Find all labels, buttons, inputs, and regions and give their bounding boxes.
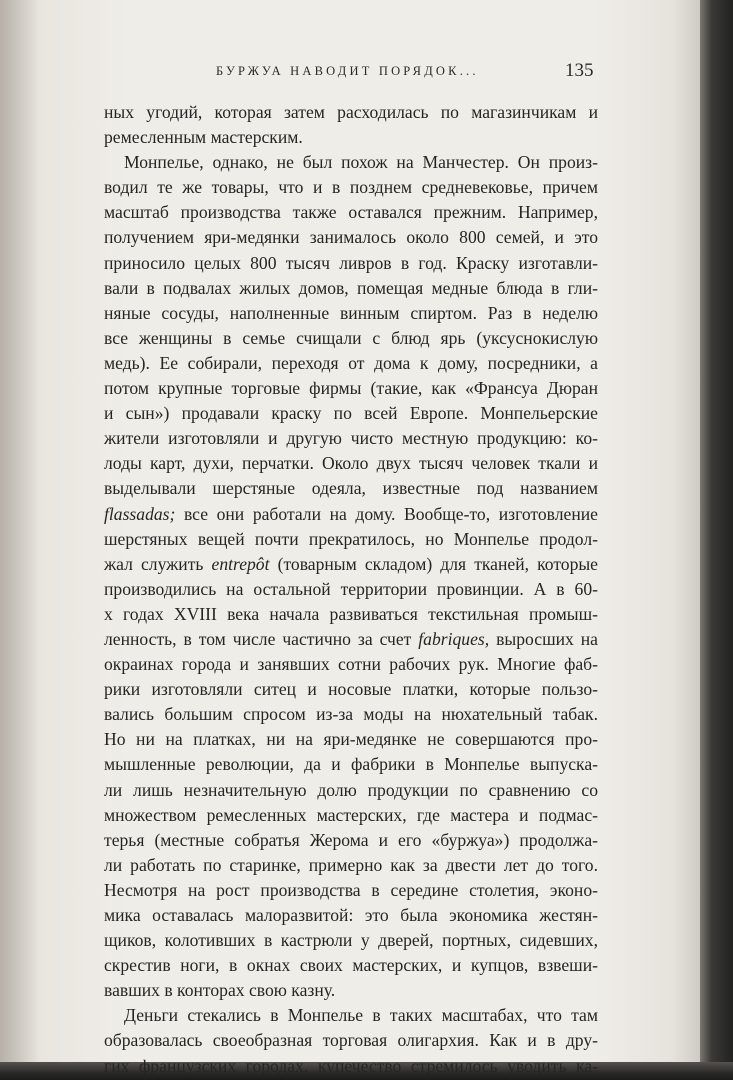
text-line: лоды карт, духи, перчатки. Около двух тысяч человек ткали и [104,453,598,474]
text-line: ли лишь незначительную долю продукции по сравнению со [104,779,598,800]
spine-shadow [0,0,40,1062]
page-number: 135 [565,60,594,81]
text-line: медь). Ее собирали, переходя от дома к дому, посредники, а [104,352,598,373]
text-line: производились на остальной территории провинции. А в 60- [104,578,598,599]
italic-term: entrepôt [211,553,270,574]
text-line: получением яри-медянки занималось около 800 семей, и это [104,227,598,248]
text-line: выделывали шерстяные одеяла, известные под названием [104,478,598,499]
text-line: вались большим спросом из-за моды на нюхательный табак. [104,704,598,725]
text-line: жители изготовляли и другую чисто местную продукцию: ко- [104,428,598,449]
text-line: все женщины в семье счищали с блюд ярь (уксуснокислую [104,327,598,348]
text-line: Несмотря на рост производства в середине столетия, эконо- [104,879,598,900]
text-line: Деньги стекались в Монпелье в таких масштабах, что там [124,1005,598,1026]
text-line-italic: жал служить entrepôt (товарным складом) для тканей, которые [104,553,598,574]
page-edge-right [700,0,733,1080]
text-line: гих французских городах, купечество стремилось уводить ка- [104,1055,598,1076]
text-line: х годах XVIII века начала развиваться текстильная промыш- [104,603,598,624]
text-line: вавших в конторах свою казну. [104,980,336,1001]
body-text [104,100,598,1079]
italic-term: fabriques, [418,628,490,649]
text-line: масштаб производства также оставался прежним. Например, [104,202,598,223]
text-line: Но ни на платках, ни на яри-медянке не совершаются про- [104,729,598,750]
running-head: БУРЖУА НАВОДИТ ПОРЯДОК... [216,64,479,78]
text-line: мышленные революции, да и фабрики в Монпелье выпуска- [104,754,598,775]
text-line: вали в подвалах жилых домов, помещая медные блюда в гли- [104,277,598,298]
text-line: терья (местные собратья Жерома и его «буржуа») продолжа- [104,829,598,850]
text-line: ных угодий, которая затем расходилась по магазинчикам и [104,102,598,122]
text-line: рики изготовляли ситец и носовые платки, которые пользо- [104,679,598,700]
italic-term: flassadas; [104,503,176,524]
text-line: ремесленным мастерским. [104,127,303,148]
text-line: и сын») продавали краску по всей Европе. Монпельерские [104,403,598,424]
text-line: образовалась своеобразная торговая олигархия. Как и в дру- [104,1030,598,1051]
text-line: мика оставалась малоразвитой: это была экономика жестян- [104,905,598,925]
text-line: шерстяных вещей почти прекратилось, но Монпелье продол- [104,528,598,549]
text-line: няные сосуды, наполненные винным спиртом. Раз в неделю [104,302,598,323]
text-line: скрестив ноги, в окнах своих мастерских, и купцов, взвеши- [104,955,598,976]
text-line: щиков, колотивших в кастрюли у дверей, портных, сидевших, [104,930,598,951]
text-line: множеством ремесленных мастерских, где мастера и подмас- [104,804,598,825]
text-line: приносило целых 800 тысяч ливров в год. Краску изготавли- [104,252,598,273]
text-line: потом крупные торговые фирмы (такие, как «Франсуа Дюран [104,378,598,399]
text-line-italic: flassadas; все они работали на дому. Вообще-то, изготовление [104,503,598,524]
text-line: окраинах города и занявших сотни рабочих рук. Многие фаб- [104,654,598,675]
text-line: водил те же товары, что и в позднем средневековье, причем [104,177,598,198]
text-line-italic: ленность, в том числе частично за счет fabriques, выросших на [104,628,598,649]
text-line: ли работать по старинке, примерно как за двести лет до того. [104,854,598,875]
text-line: Монпелье, однако, не был похож на Манчестер. Он произ- [124,152,598,173]
